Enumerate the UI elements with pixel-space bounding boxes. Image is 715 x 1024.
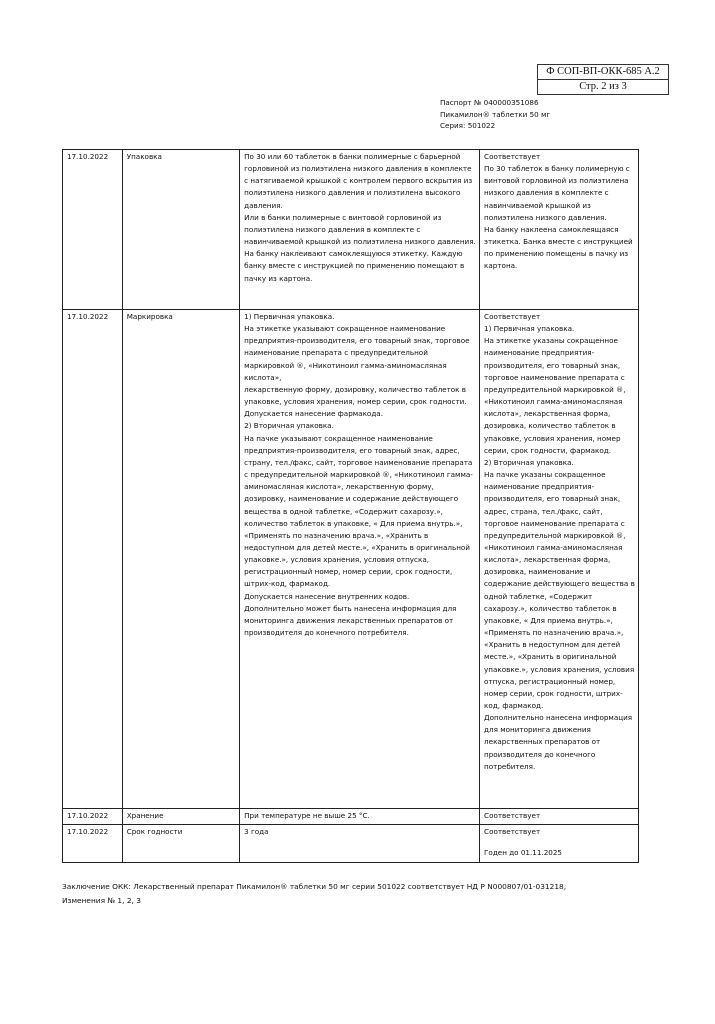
result-status: Соответствует xyxy=(484,312,541,321)
requirement-text: На этикетке указывают сокращенное наименование предприятия-производителя, его товарный знак, торговое наименование препарата с предупредительной маркировкой ®, «Никотиноил гамма-аминомасляная кислота», xyxy=(244,324,470,382)
requirement-cell xyxy=(240,825,480,863)
requirement-text: При температуре не выше 25 °С. xyxy=(244,811,370,820)
requirement-text: На банку наклеивают самоклеящуюся этикетку. Каждую банку вместе с инструкцией по применению помещают в пачку из картона. xyxy=(244,249,465,283)
result-status: Соответствует xyxy=(484,811,541,820)
row-parameter: Маркировка xyxy=(122,310,239,809)
conclusion-line: Заключение ОКК: Лекарственный препарат Пикамилон® таблетки 50 мг серии 501022 соответствует НД Р N000807/01-031218, xyxy=(62,882,567,891)
result-cell xyxy=(480,150,639,310)
product-name: Пикамилон® таблетки 50 мг xyxy=(440,109,551,119)
requirement-text: 2) Вторичная упаковка. xyxy=(244,421,334,431)
result-status: Соответствует xyxy=(484,827,541,837)
series-number: Серия: 501022 xyxy=(440,121,496,130)
requirement-text: По 30 или 60 таблеток в банки полимерные с барьерной горловиной из полиэтилена низкого давления в комплекте с натягиваемой крышкой с контролем первого вскрытия из полиэтилена низкого давления и полиэтилена высокого давления. xyxy=(244,152,473,210)
conclusion-amendments: Изменения № 1, 2, 3 xyxy=(62,895,141,905)
table-row xyxy=(63,809,639,825)
result-cell xyxy=(480,809,639,825)
row-parameter: Упаковка xyxy=(122,150,239,310)
requirement-text: 3 года xyxy=(244,827,269,837)
passport-header xyxy=(440,97,550,132)
expiry-date: Годен до 01.11.2025 xyxy=(484,848,563,858)
result-text: На банку наклеена самоклеящаяся этикетка. Банка вместе с инструкцией по применению помещены в пачку из картона. xyxy=(484,224,633,271)
requirement-text: Допускается нанесение фармакода. xyxy=(244,409,383,419)
requirement-text: На пачке указывают сокращенное наименование предприятия-производителя, его товарный знак, адрес, страну, тел./факс, сайт, торговое наименование препарата с предупредительной маркировкой ®, «Никотиноил гамма-аминомасляная кислота», лекарственную форму, дозировку, наименование и содержание действующего вещества в одной таблетке, «Содержит сахарозу.», количество таблеток в упаковке, « Для приема внутрь.», «Применять по назначению врача.», «Хранить в недоступном для детей месте.», «Хранить в оригинальной упаковке.», условия хранения, условия отпуска, регистрационный номер, номер серии, срок годности, штрих-код, фармакод. xyxy=(244,433,473,589)
result-text: На пачке указаны сокращенное наименование предприятия-производителя, его товарный знак, адрес, страна, тел./факс, сайт, торговое наименование препарата с предупредительной маркировкой ®, «Никотиноил гамма-аминомасляная кислота», лекарственная форма, дозировка, наименование и содержание действующего вещества в одной таблетке, «Содержит сахарозу.», количество таблеток в упаковке, « Для приема внутрь.», «Применять по назначению врача.», «Хранить в недоступном для детей месте.», «Хранить в оригинальной упаковке.», условия хранения, условия отпуска, регистрационный номер, номер серии, срок годности, штрих-код, фармакод. xyxy=(484,470,635,710)
requirement-cell xyxy=(240,809,480,825)
requirement-cell xyxy=(240,310,480,809)
row-date: 17.10.2022 xyxy=(63,150,123,310)
row-date: 17.10.2022 xyxy=(63,825,123,863)
page-number: Стр. 2 из 3 xyxy=(538,79,668,94)
form-code-stamp xyxy=(537,64,669,95)
table-row xyxy=(63,150,639,310)
quality-table xyxy=(62,149,639,863)
result-text: Дополнительно нанесена информация для мониторинга движения лекарственных препаратов от производителя до конечного потребителя. xyxy=(484,713,633,771)
result-text: По 30 таблеток в банку полимерную с винтовой горловиной из полиэтилена низкого давления в комплекте с навинчиваемой крышкой из полиэтилена низкого давления. xyxy=(484,164,630,222)
row-date: 17.10.2022 xyxy=(63,809,123,825)
result-cell xyxy=(480,310,639,809)
result-cell xyxy=(480,825,639,863)
row-date: 17.10.2022 xyxy=(63,310,123,809)
requirement-text: 1) Первичная упаковка. xyxy=(244,312,335,321)
requirement-text: Дополнительно может быть нанесена информация для мониторинга движения лекарственных препаратов от производителя до конечного потребителя. xyxy=(244,603,457,638)
passport-number: Паспорт № 040000351086 xyxy=(440,98,539,107)
okk-conclusion xyxy=(62,880,662,907)
requirement-text: лекарственную форму, дозировку, количество таблеток в упаковке, условия хранения, номер серии, срок годности. xyxy=(244,384,467,407)
result-status: Соответствует xyxy=(484,152,541,161)
table-row xyxy=(63,825,639,863)
table-row xyxy=(63,310,639,809)
result-text: На этикетке указаны сокращенное наименование предприятия-производителя, его товарный знак, торговое наименование препарата с предупредительной маркировкой ®, «Никотиноил гамма-аминомасляная кислота», лекарственная форма, дозировка, количество таблеток в упаковке, условия хранения, номер серии, срок годности, фармакод. xyxy=(484,336,626,455)
requirement-text: Или в банки полимерные с винтовой горловиной из полиэтилена низкого давления в комплекте с навинчиваемой крышкой из полиэтилена низкого давления. xyxy=(244,212,476,247)
requirement-cell xyxy=(240,150,480,310)
result-text: 1) Первичная упаковка. xyxy=(484,324,575,334)
result-text: 2) Вторичная упаковка. xyxy=(484,457,574,467)
form-code: Ф СОП-ВП-ОКК-685 А.2 xyxy=(546,66,660,77)
row-parameter: Срок годности xyxy=(122,825,239,863)
requirement-text: Допускается нанесение внутренних кодов. xyxy=(244,591,410,601)
row-parameter: Хранение xyxy=(122,809,239,825)
